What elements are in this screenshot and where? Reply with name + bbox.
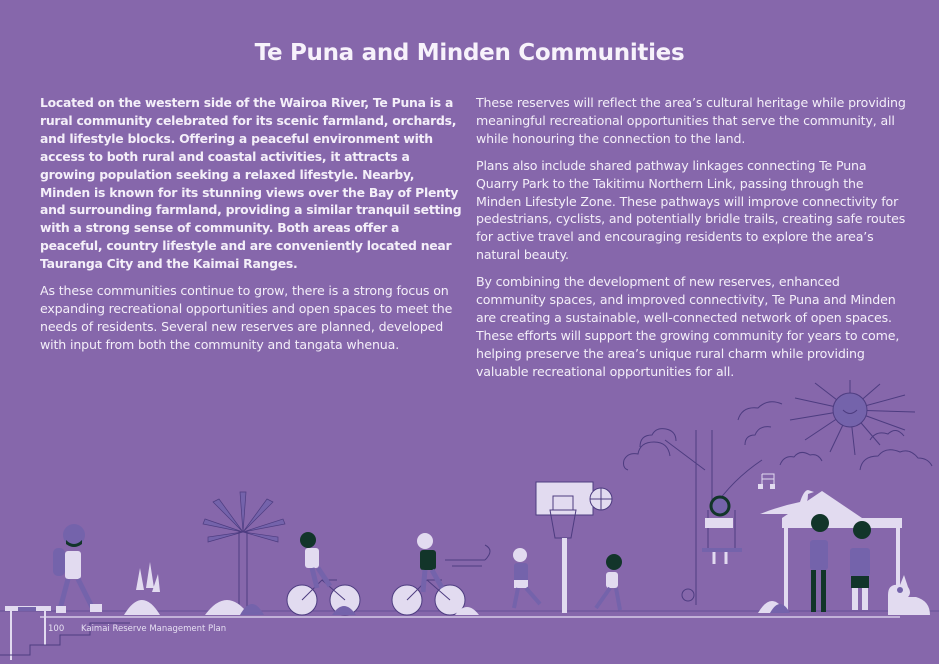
hiker-icon — [53, 524, 102, 613]
gazebo-icon — [782, 491, 902, 613]
body-paragraph: These reserves will reflect the area’s cultural heritage while providing meaningful recreational opportunities that serve the community, all while honouring the connection to the land. — [476, 95, 906, 146]
page-number: 100 — [48, 624, 65, 634]
palm-tree-icon — [203, 492, 285, 615]
sun-icon — [790, 380, 915, 455]
child-icon — [596, 554, 622, 610]
right-column — [476, 94, 906, 390]
cyclist-icon — [287, 532, 360, 615]
tree-icon — [665, 430, 762, 605]
left-column — [40, 94, 465, 363]
dog-icon — [888, 575, 930, 615]
people-shaking-hands-icon — [810, 514, 871, 612]
page-title: Te Puna and Minden Communities — [254, 40, 685, 66]
clouds-icon — [624, 402, 933, 470]
lead-paragraph: Located on the western side of the Wairoa River, Te Puna is a rural community celebrated for its scenic farmland, orchards, and lifestyle blocks. Offering a peaceful environment with access to both rural and coastal activities, it attracts a growing population seeking a relaxed lifestyle. Nearby, Minden is known for its stunning views over the Bay of Plenty and surrounding farmland, providing a similar tranquil setting with a strong sense of community. Both areas offer a peaceful, country lifestyle and are conveniently located near Tauranga City and the Kaimai Ranges. — [40, 95, 462, 272]
community-illustration — [0, 380, 939, 664]
music-note-icon — [758, 474, 775, 489]
cyclist-icon — [392, 533, 490, 615]
body-paragraph: By combining the development of new reserves, enhanced community spaces, and improved connectivity, Te Puna and Minden are creating a sustainable, well-connected network of open spaces. These efforts will support the growing community for years to come, helping preserve the area’s unique rural charm while providing valuable recreational opportunities for all. — [476, 274, 900, 379]
body-paragraph: As these communities continue to grow, there is a strong focus on expanding recreational opportunities and open spaces to meet the needs of residents. Several new reserves are planned, developed with input from both the community and tangata whenua. — [40, 283, 453, 352]
bench-icon — [5, 606, 51, 660]
page-footer — [48, 624, 226, 634]
swing-girl-icon — [702, 497, 742, 564]
basketball-hoop-icon — [536, 482, 612, 613]
reed-plant-icon — [124, 562, 160, 615]
document-title: Kaimai Reserve Management Plan — [80, 624, 227, 634]
walking-person-icon — [513, 548, 540, 608]
body-paragraph: Plans also include shared pathway linkages connecting Te Puna Quarry Park to the Takitimu Northern Link, passing through the Minden Lifestyle Zone. These pathways will improve connectivity for pedestrians, cyclists, and potentially bridle trails, creating safe routes for active travel and encouraging residents to explore the area’s natural beauty. — [476, 157, 906, 263]
